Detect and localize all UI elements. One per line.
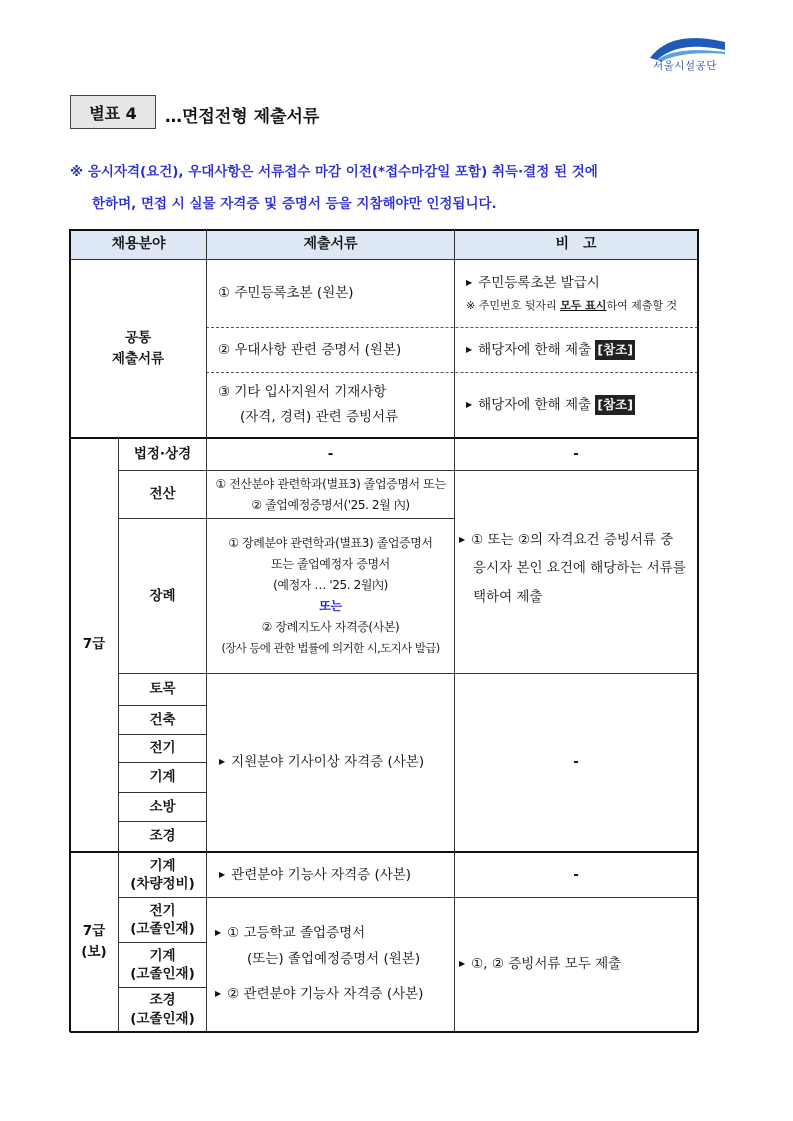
funeral-doc: ① 장례분야 관련학과(별표3) 졸업증명서 또는 졸업예정자 증명서 (예정자 … '25. 2월內) 또는 ② 장례지도사 자격증(사본) (장사 등에 관한 법률에 의거한 시,도지사 발급) (221, 536, 440, 656)
grade7-label: 7급 (82, 636, 106, 653)
field-firefighting: 소방 (149, 798, 176, 815)
it-doc: ① 전산분야 관련학과(별표3) 졸업증명서 또는 ② 졸업예정증명서('25. 2월 內) (215, 476, 446, 512)
bullet-triangle-icon: ▶ (466, 344, 473, 354)
bullet-triangle-icon: ▶ (466, 277, 473, 287)
law-doc: - (327, 446, 334, 463)
common-label: 공통 제출서류 (111, 329, 165, 367)
hs-doc: ▶ ① 고등학교 졸업증명서 (또는) 졸업예정증명서 (원본) ▶ ② 관련분야 기능사 자격증 (사본) (215, 925, 424, 1003)
common-remark-2: ▶ 해당자에 한해 제출 [참조] (454, 328, 697, 372)
field-mechanical-hs: 기계 (고졸인재) (130, 947, 195, 982)
common-doc-1: ① 주민등록초본 (원본) (218, 285, 354, 302)
vehicle-remark: - (573, 866, 579, 883)
header-remark: 비 고 (455, 231, 697, 259)
common-doc-3: ③ 기타 입사지원서 기재사항 (자격, 경력) 관련 증빙서류 (218, 384, 399, 425)
field-funeral: 장례 (149, 587, 176, 604)
vehicle-doc: ▶ 관련분야 기능사 자격증 (사본) (219, 866, 412, 883)
reference-badge: [참조] (595, 340, 635, 359)
field-it: 전산 (149, 486, 176, 503)
bullet-triangle-icon: ▶ (215, 928, 222, 938)
grade7b-label: 7급 (보) (81, 922, 107, 960)
header-docs: 제출서류 (207, 231, 454, 259)
field-law: 법정·상경 (133, 446, 192, 463)
common-remark-1: ▶ 주민등록초본 발급시 ※ 주민번호 뒷자리 모두 표시하여 제출할 것 (466, 274, 678, 313)
reference-badge: [참조] (595, 395, 635, 414)
common-doc-2: ② 우대사항 관련 증명서 (원본) (218, 341, 402, 358)
field-architecture: 건축 (149, 711, 176, 728)
field-landscape: 조경 (149, 828, 176, 845)
bullet-triangle-icon: ▶ (459, 535, 466, 544)
header-field: 채용분야 (71, 231, 206, 259)
field-electric-hs: 전기 (고졸인재) (130, 902, 195, 937)
bullet-triangle-icon: ▶ (219, 869, 226, 879)
it-funeral-shared-remark: ▶ ① 또는 ②의 자격요건 증빙서류 중 응시자 본인 요건에 해당하는 서류를 택하여 제출 (459, 532, 686, 605)
page-title: …면접전형 제출서류 (165, 107, 320, 127)
field-electric: 전기 (149, 740, 176, 757)
bullet-triangle-icon: ▶ (466, 399, 473, 409)
field-landscape-hs: 조경 (고졸인재) (130, 992, 195, 1027)
notice-line-2: 한하며, 면접 시 실물 자격증 및 증명서 등을 지참해야만 인정됩니다. (92, 196, 497, 212)
law-remark: - (573, 446, 579, 463)
bullet-triangle-icon: ▶ (219, 757, 226, 767)
common-remark-3: ▶ 해당자에 한해 제출 [참조] (454, 373, 697, 437)
tech-remark: - (573, 754, 579, 771)
appendix-tag: 별표 4 (70, 95, 156, 129)
field-vehicle: 기계 (차량정비) (130, 857, 195, 892)
bullet-triangle-icon: ▶ (215, 989, 222, 999)
hs-remark: ▶ ①, ② 증빙서류 모두 제출 (459, 956, 622, 973)
bullet-triangle-icon: ▶ (459, 959, 466, 969)
field-mechanical: 기계 (149, 769, 176, 786)
tech-doc: ▶ 지원분야 기사이상 자격증 (사본) (219, 754, 425, 771)
notice-line-1: ※ 응시자격(요건), 우대사항은 서류접수 마감 이전(*접수마감일 포함) 취득·결정 된 것에 (70, 164, 598, 180)
logo-text: 서울시설공단 (653, 60, 717, 72)
field-civil: 토목 (149, 681, 176, 698)
